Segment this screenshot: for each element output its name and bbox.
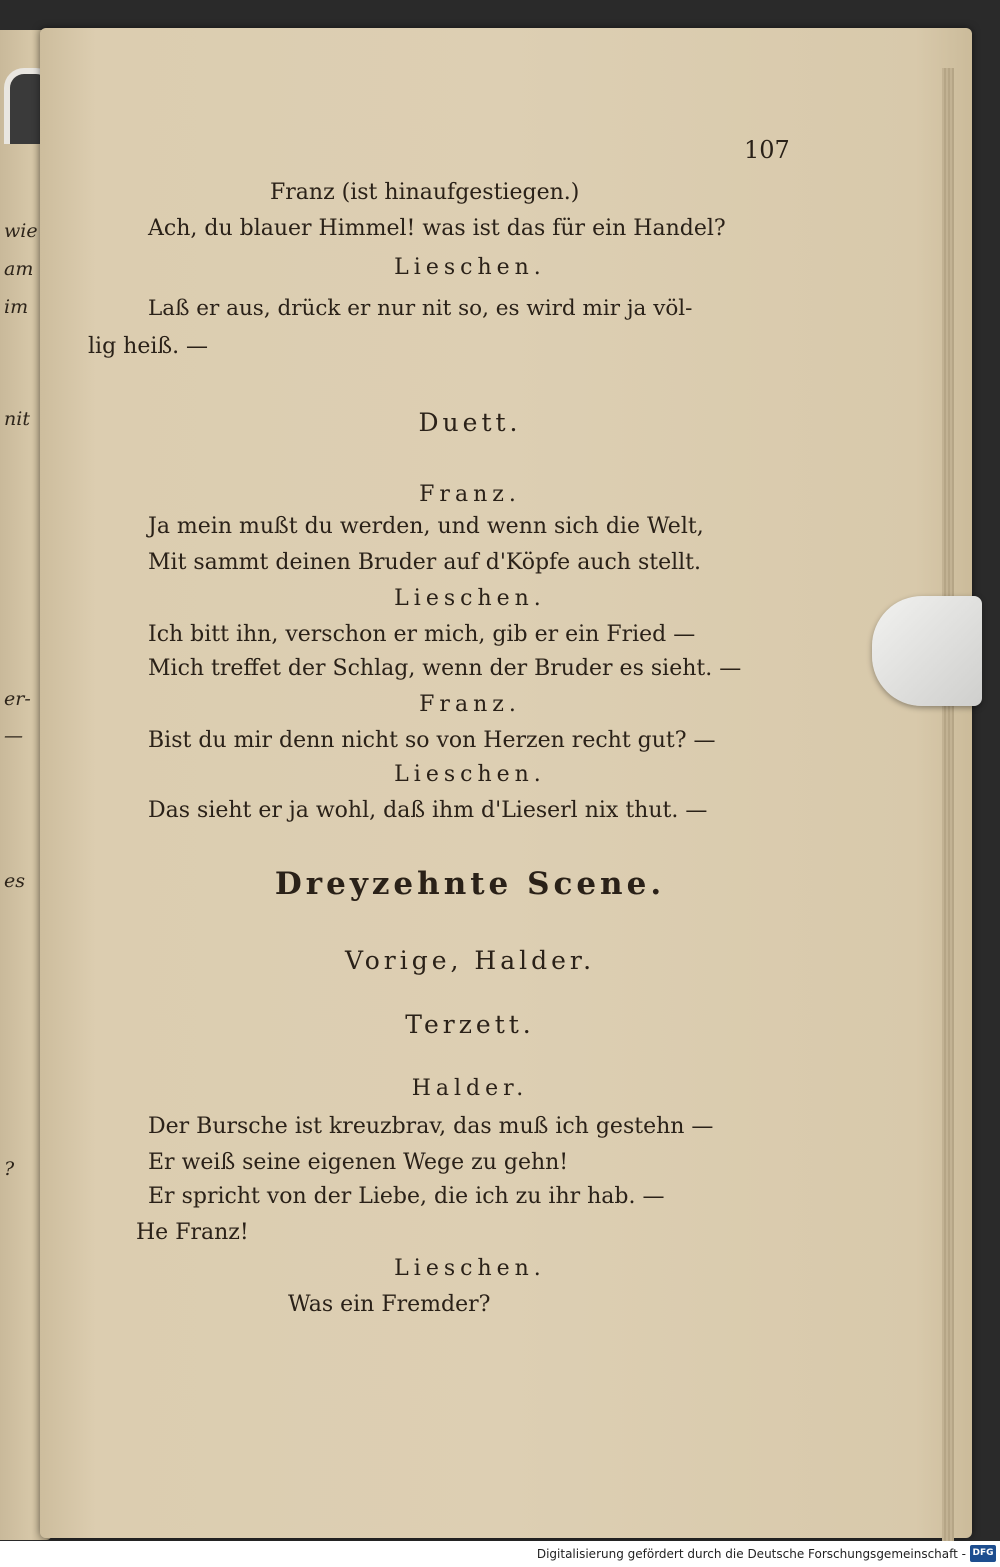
left-fragment: im	[4, 296, 29, 318]
verse-line: Mich treffet der Schlag, wenn der Bruder es sieht. —	[148, 656, 742, 681]
section-heading: Terzett.	[405, 1010, 535, 1039]
left-fragment: nit	[4, 408, 30, 430]
verse-line: Bist du mir denn nicht so von Herzen recht gut? —	[148, 728, 716, 753]
left-fragment: —	[4, 725, 23, 747]
left-fragment: ?	[4, 1158, 15, 1180]
speaker-name: Lieschen.	[394, 586, 546, 611]
verse-line: Was ein Fremder?	[288, 1292, 491, 1317]
section-heading: Duett.	[418, 408, 522, 437]
left-fragment: es	[4, 870, 25, 892]
characters-line: Vorige, Halder.	[344, 946, 596, 975]
dialogue-line: lig heiß. —	[88, 334, 209, 359]
speaker-name: Franz.	[419, 692, 521, 717]
verse-line: Er spricht von der Liebe, die ich zu ihr hab. —	[148, 1184, 665, 1209]
verse-line: Das sieht er ja wohl, daß ihm d'Lieserl nix thut. —	[148, 798, 708, 823]
verse-line: Mit sammt deinen Bruder auf d'Köpfe auch stellt.	[148, 550, 702, 575]
verse-line: Der Bursche ist kreuzbrav, das muß ich gestehn —	[148, 1114, 714, 1139]
left-fragment: er-	[4, 688, 31, 710]
verse-line: Er weiß seine eigenen Wege zu gehn!	[148, 1150, 569, 1175]
dialogue-line: Laß er aus, drück er nur nit so, es wird mir ja völ-	[148, 296, 693, 321]
speaker-name: Lieschen.	[394, 1256, 546, 1281]
verse-line: Ich bitt ihn, verschon er mich, gib er ein Fried —	[148, 622, 696, 647]
left-fragment: am	[4, 258, 34, 280]
digitization-footer	[0, 1541, 1000, 1567]
speaker-name: Halder.	[411, 1076, 529, 1101]
speaker-name: Lieschen.	[394, 762, 546, 787]
speaker-name: Franz.	[419, 482, 521, 507]
dialogue-line: Ach, du blauer Himmel! was ist das für ein Handel?	[148, 216, 726, 241]
verse-line: He Franz!	[136, 1220, 249, 1245]
footer-text: Digitalisierung gefördert durch die Deutsche Forschungsgemeinschaft -	[536, 1547, 966, 1561]
dfg-logo: DFG	[970, 1545, 996, 1562]
page-number: 107	[744, 136, 790, 164]
stage-direction: Franz (ist hinaufgestiegen.)	[270, 180, 580, 205]
left-fragment: wie	[4, 220, 38, 242]
verse-line: Ja mein mußt du werden, und wenn sich die Welt,	[148, 514, 704, 539]
speaker-name: Lieschen.	[394, 255, 546, 280]
scene-heading: Dreyzehnte Scene.	[274, 866, 666, 902]
